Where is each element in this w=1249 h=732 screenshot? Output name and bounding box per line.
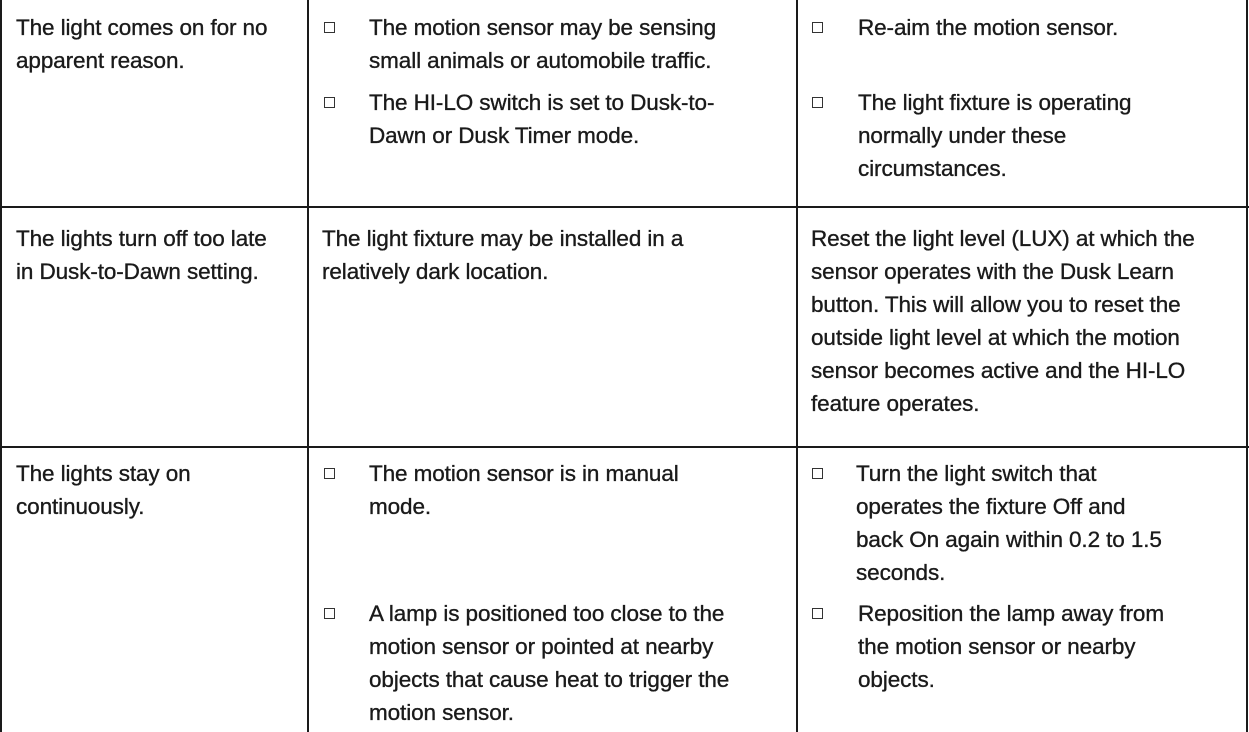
checkbox-bullet-icon [812,22,823,33]
problem-line: The lights stay on [16,461,191,486]
solution-line: the motion sensor or nearby [858,634,1136,659]
row-2-problem-cell [16,222,267,288]
solution-line: sensor becomes active and the HI-LO [811,358,1186,383]
problem-line: in Dusk-to-Dawn setting. [16,259,259,284]
solution-line: Re-aim the motion sensor. [858,15,1119,40]
row-1-solution-item-1 [812,11,1232,44]
cause-line: objects that cause heat to trigger the [369,667,730,692]
solution-line: circumstances. [858,156,1007,181]
column-divider-1 [307,0,309,732]
cause-line: small animals or automobile traffic. [369,48,712,73]
solution-line: Turn the light switch that [856,461,1097,486]
checkbox-bullet-item [324,457,784,523]
table-border-left [0,0,2,732]
table-border-right [1246,0,1248,732]
solution-line: sensor operates with the Dusk Learn [811,259,1174,284]
solution-line: outside light level at which the motion [811,325,1180,350]
problem-line: The lights turn off too late [16,226,267,251]
cause-line: Dawn or Dusk Timer mode. [369,123,640,148]
row-1-cause-item-2 [324,86,784,152]
checkbox-bullet-icon [812,468,823,479]
checkbox-bullet-icon [324,608,335,619]
problem-line: apparent reason. [16,48,185,73]
row-3-solution-item-1 [812,457,1232,589]
cause-line: mode. [369,494,432,519]
problem-line: The light comes on for no [16,15,268,40]
row-2-solution-cell [811,222,1241,420]
checkbox-bullet-item [324,86,784,152]
solution-line: Reposition the lamp away from [858,601,1164,626]
solution-line: normally under these [858,123,1067,148]
checkbox-bullet-icon [324,468,335,479]
checkbox-bullet-item [812,11,1232,44]
row-divider-1 [0,206,1249,208]
checkbox-bullet-item [812,597,1232,696]
solution-line: back On again within 0.2 to 1.5 [856,527,1162,552]
checkbox-bullet-icon [812,97,823,108]
row-1-cause-item-1 [324,11,784,77]
cause-line: motion sensor or pointed at nearby [369,634,714,659]
row-3-cause-item-1 [324,457,784,523]
solution-line: feature operates. [811,391,980,416]
checkbox-bullet-item [324,11,784,77]
checkbox-bullet-icon [324,97,335,108]
checkbox-bullet-item [812,86,1232,185]
column-divider-2 [796,0,798,732]
row-1-solution-item-2 [812,86,1232,185]
cause-line: The HI-LO switch is set to Dusk-to- [369,90,715,115]
row-3-solution-item-2 [812,597,1232,696]
checkbox-bullet-item [324,597,784,729]
solution-line: seconds. [856,560,946,585]
checkbox-bullet-icon [324,22,335,33]
solution-line: Reset the light level (LUX) at which the [811,226,1195,251]
row-divider-2 [0,446,1249,448]
cause-line: motion sensor. [369,700,514,725]
cause-line: relatively dark location. [322,259,549,284]
cause-line: The motion sensor is in manual [369,461,679,486]
cause-line: The motion sensor may be sensing [369,15,716,40]
checkbox-bullet-icon [812,608,823,619]
cause-line: The light fixture may be installed in a [322,226,684,251]
solution-line: operates the fixture Off and [856,494,1126,519]
solution-line: The light fixture is operating [858,90,1132,115]
row-1-problem-cell [16,11,267,77]
row-3-cause-item-2 [324,597,784,729]
solution-line: button. This will allow you to reset the [811,292,1181,317]
problem-line: continuously. [16,494,145,519]
checkbox-bullet-item [812,457,1232,589]
solution-line: objects. [858,667,935,692]
cause-line: A lamp is positioned too close to the [369,601,725,626]
row-3-problem-cell [16,457,191,523]
row-2-cause-cell [322,222,787,288]
